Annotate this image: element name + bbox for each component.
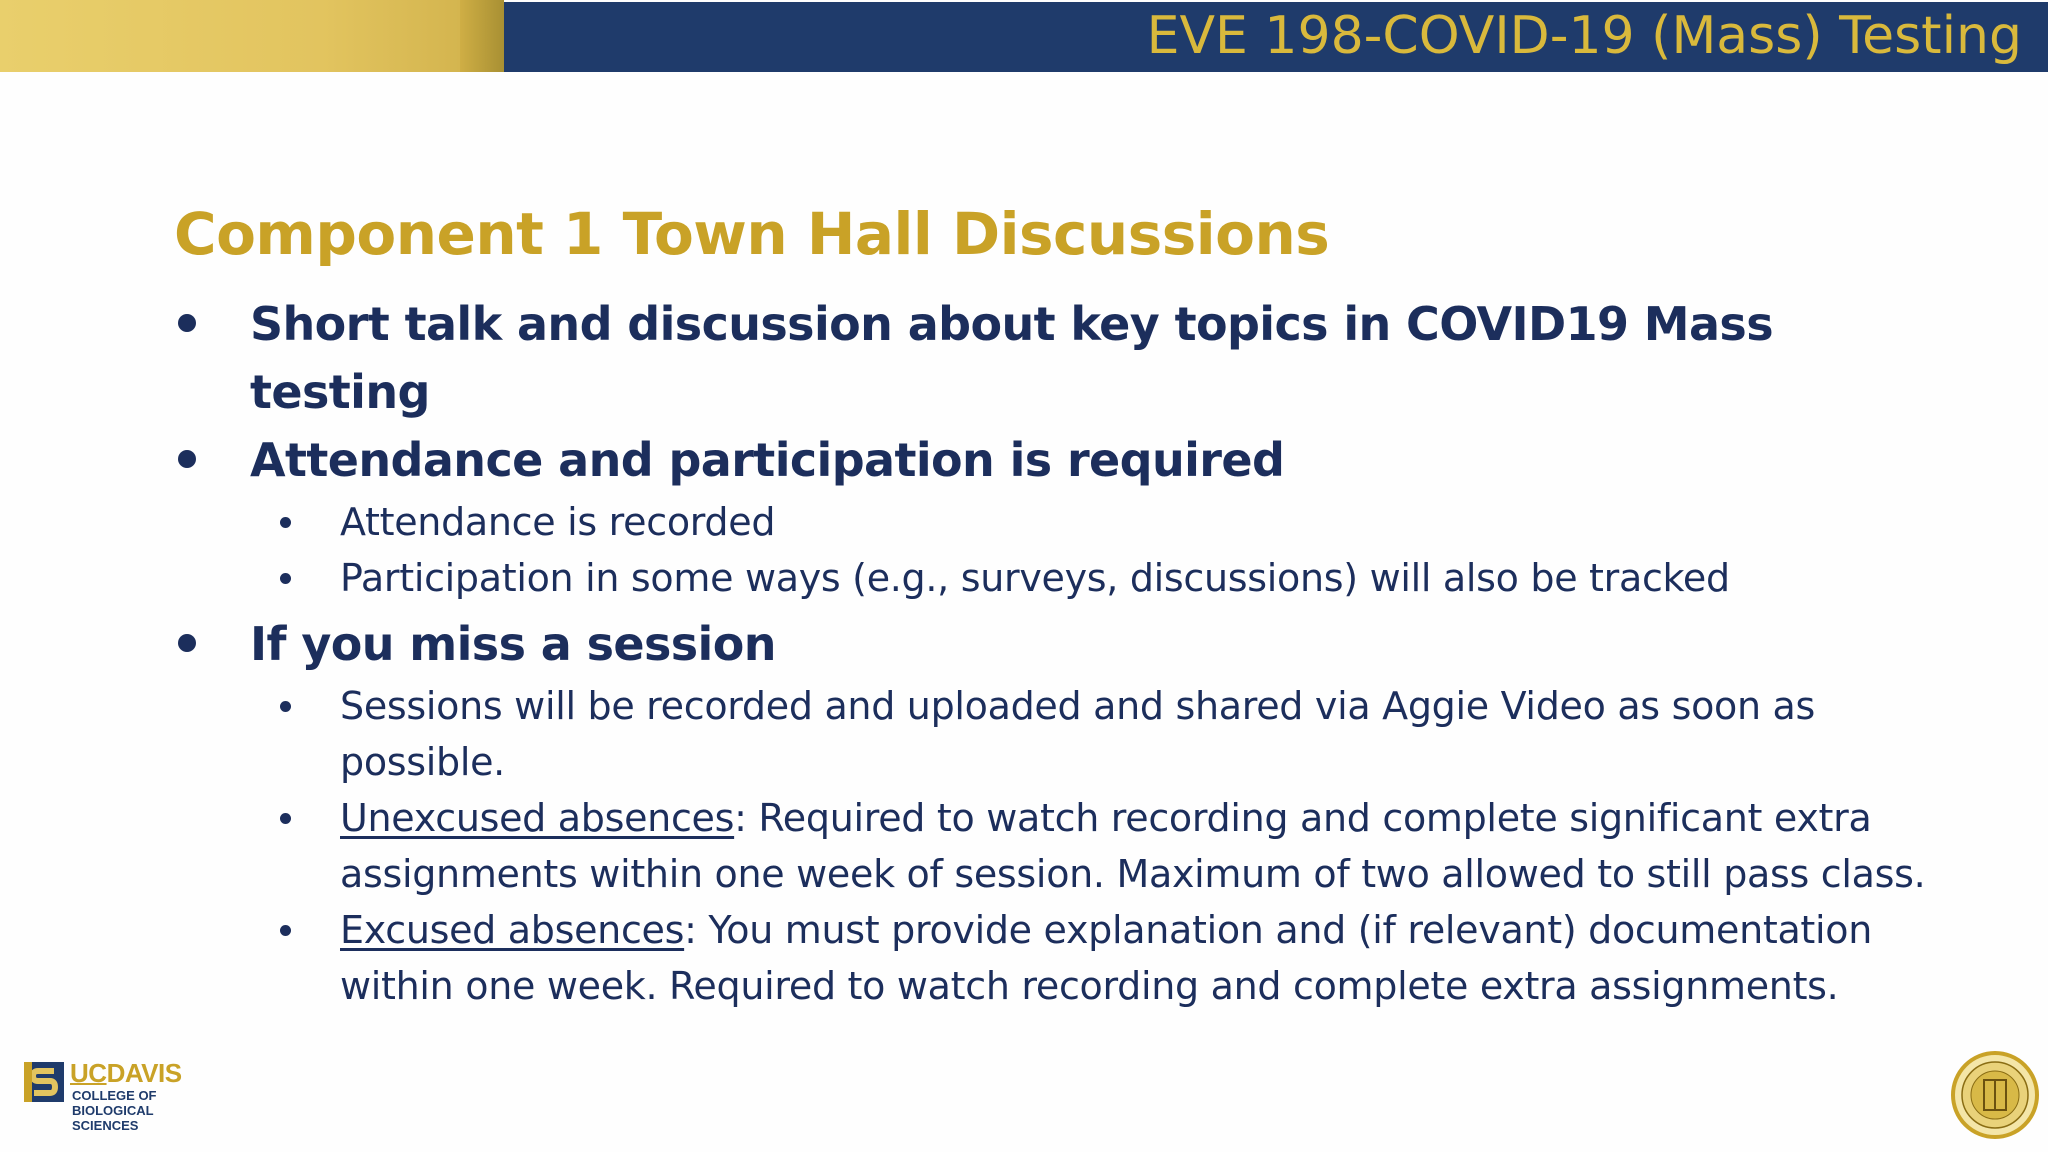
ucdavis-s-mark-icon (24, 1062, 64, 1102)
sub-bullet-item (172, 790, 1940, 902)
header-gold-block (0, 0, 460, 72)
bullet-text: If you miss a session (250, 617, 776, 671)
header-gold-edge (460, 0, 504, 72)
sub-bullet-list (250, 678, 1926, 1014)
bullet-item (172, 426, 1872, 606)
header-bar (0, 0, 2048, 72)
course-title: EVE 198-COVID-19 (Mass) Testing (1146, 6, 2022, 66)
slide-content (172, 200, 1926, 1018)
sub-bullet-dot-icon (280, 701, 291, 712)
bullet-item (172, 290, 1872, 426)
bullet-text: Short talk and discussion about key topics in COVID19 Mass testing (250, 297, 1773, 419)
sub-bullet-text (340, 790, 1940, 902)
sub-bullet-item (172, 678, 1940, 790)
sub-bullet-dot-icon (280, 925, 291, 936)
college-line: SCIENCES (72, 1118, 139, 1133)
bullet-text: Attendance and participation is required (250, 433, 1285, 487)
sub-bullet-text: Attendance is recorded (340, 500, 776, 544)
sub-bullet-text (340, 902, 1940, 1014)
sub-bullet-dot-icon (280, 573, 291, 584)
unexcused-absences-term: Unexcused absences (340, 796, 735, 840)
bullet-dot-icon (178, 314, 196, 332)
unexcused-absences-text: : Required to watch recording and complete significant extra assignments within one week of session. Maximum of two allowed to still pass class. (340, 796, 1926, 896)
sub-bullet-item (172, 494, 1940, 550)
sub-bullet-item (172, 550, 1940, 606)
ucdavis-wordmark (70, 1058, 182, 1089)
college-name (72, 1088, 157, 1133)
bullet-dot-icon (178, 634, 196, 652)
bullet-dot-icon (178, 450, 196, 468)
sub-bullet-list (250, 494, 1872, 606)
university-seal-icon (1950, 1050, 2040, 1140)
excused-absences-text: : You must provide explanation and (if relevant) documentation within one week. Required to watch recording and complete extra assignments. (340, 908, 1873, 1008)
bullet-item (172, 610, 1926, 1014)
ucdavis-wordmark-uc: UC (70, 1058, 107, 1088)
sub-bullet-text: Sessions will be recorded and uploaded and shared via Aggie Video as soon as possible. (340, 684, 1816, 784)
ucdavis-wordmark-davis: DAVIS (106, 1058, 182, 1088)
ucdavis-cbs-logo (24, 1058, 214, 1136)
sub-bullet-dot-icon (280, 517, 291, 528)
sub-bullet-dot-icon (280, 813, 291, 824)
college-line: BIOLOGICAL (72, 1103, 154, 1118)
college-line: COLLEGE OF (72, 1088, 157, 1103)
sub-bullet-item (172, 902, 1940, 1014)
bullet-list (172, 290, 1926, 1014)
excused-absences-term: Excused absences (340, 908, 685, 952)
slide-title: Component 1 Town Hall Discussions (174, 200, 1330, 268)
sub-bullet-text: Participation in some ways (e.g., surveys, discussions) will also be tracked (340, 556, 1730, 600)
